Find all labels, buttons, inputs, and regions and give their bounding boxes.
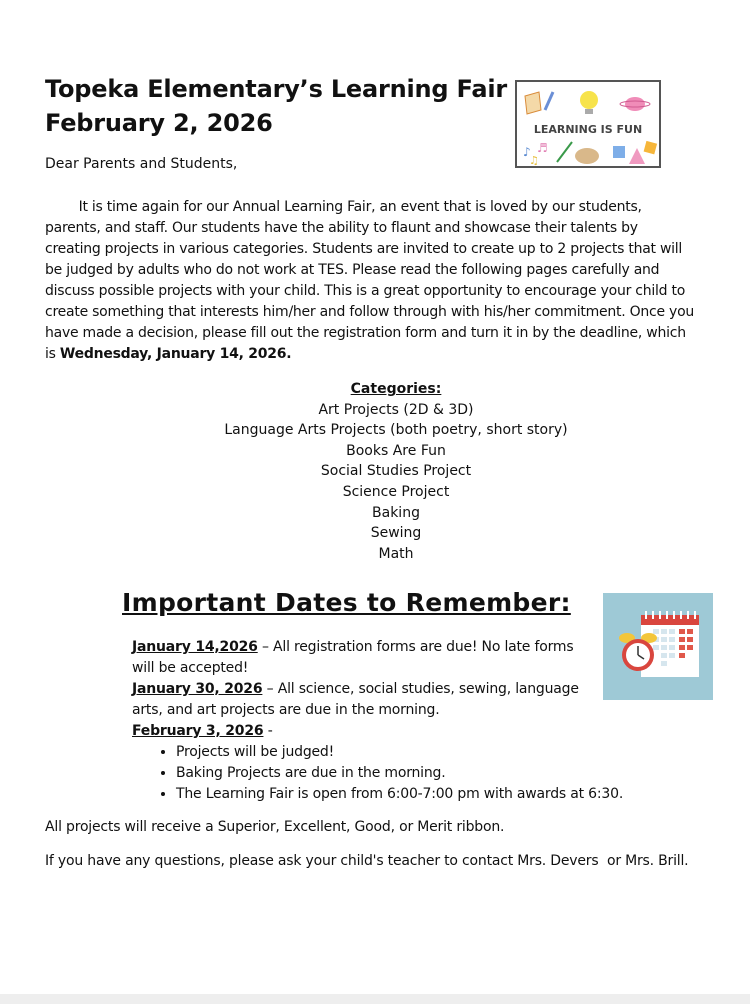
svg-text:♬: ♬ [537, 141, 548, 155]
date-description: - [263, 723, 273, 739]
important-dates-heading: Important Dates to Remember: [122, 588, 571, 617]
categories-heading: Categories: [350, 381, 442, 397]
svg-text:♫: ♫ [529, 154, 539, 166]
greeting: Dear Parents and Students, [45, 156, 238, 172]
intro-line: discuss possible projects with your child. This is a great opportunity to encourage your child to [45, 283, 686, 299]
categories-list [0, 379, 750, 564]
intro-line: It is time again for our Annual Learning Fair, an event that is loved by our students, [45, 199, 642, 215]
svg-text:LEARNING IS FUN: LEARNING IS FUN [533, 123, 643, 136]
category-item: Math [378, 545, 414, 562]
category-item: Social Studies Project [320, 463, 472, 480]
learning-is-fun-logo [515, 80, 661, 168]
judging-day-bullets [132, 742, 623, 805]
registration-deadline: Wednesday, January 14, 2026. [59, 346, 292, 362]
intro-line: parents, and staff. Our students have the ability to flaunt and showcase their talents by [45, 220, 638, 236]
date-description: arts, and art projects are due in the morning. [132, 702, 440, 718]
intro-line: have made a decision, please fill out the registration form and turn it in by the deadline, which [45, 325, 686, 341]
intro-line: is [45, 346, 60, 362]
category-item: Science Project [342, 483, 450, 500]
category-item: Books Are Fun [346, 442, 446, 459]
intro-line: create something that interests him/her and follow through with his/her commitment. Once you [45, 304, 695, 320]
svg-text:♪: ♪ [523, 145, 531, 159]
page-title [45, 72, 507, 140]
title-line-1: Topeka Elementary’s Learning Fair [45, 75, 507, 103]
questions-note: If you have any questions, please ask your child's teacher to contact Mrs. Devers or Mrs. Brill. [45, 853, 689, 869]
ribbons-note: All projects will receive a Superior, Excellent, Good, or Merit ribbon. [45, 819, 505, 835]
category-item: Art Projects (2D & 3D) [318, 401, 474, 418]
category-item: Language Arts Projects (both poetry, short story) [224, 422, 568, 439]
bullet-item: • Baking Projects are due in the morning. [176, 763, 623, 784]
intro-line: creating projects in various categories. Students are invited to create up to 2 projects that will [45, 241, 683, 257]
intro-line: be judged by adults who do not work at TES. Please read the following pages carefully and [45, 262, 660, 278]
intro-paragraph [45, 197, 694, 365]
date-description: – All science, social studies, sewing, language [262, 681, 579, 697]
bullet-item: • Projects will be judged! [176, 742, 623, 763]
page-bottom-edge [0, 994, 750, 1004]
bullet-item: • The Learning Fair is open from 6:00-7:00 pm with awards at 6:30. [176, 784, 623, 805]
important-dates-list [132, 637, 623, 805]
date-label: February 3, 2026 [132, 723, 264, 739]
date-description: – All registration forms are due! No late forms [257, 639, 574, 655]
title-date: February 2, 2026 [45, 109, 273, 137]
date-description: will be accepted! [132, 660, 249, 676]
category-item: Sewing [370, 525, 422, 542]
date-label: January 30, 2026 [132, 681, 263, 697]
category-item: Baking [372, 504, 420, 521]
date-label: January 14,2026 [132, 639, 258, 655]
